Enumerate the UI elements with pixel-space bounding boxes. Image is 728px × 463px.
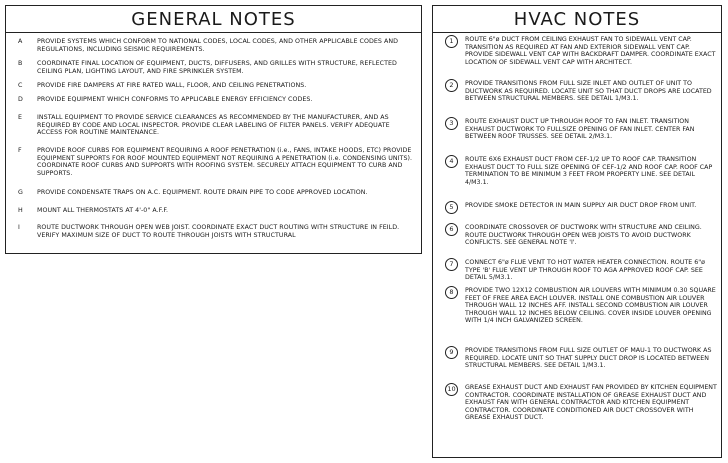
hvac-note-number: 6: [445, 223, 458, 236]
general-note-text: MOUNT ALL THERMOSTATS AT 4'-0" A.F.F.: [37, 207, 169, 214]
hvac-note-number: 5: [445, 201, 458, 214]
general-note-key: E: [18, 114, 22, 121]
general-note-item: [6, 96, 421, 104]
general-note-key: I: [18, 224, 20, 231]
general-note-text: PROVIDE SYSTEMS WHICH CONFORM TO NATIONAL CODES, LOCAL CODES, AND OTHER APPLICABLE CODES AND REGULATIONS, INCLUDING SEISMIC REQUIREMENTS.: [37, 38, 399, 53]
hvac-note-text: ROUTE EXHAUST DUCT UP THROUGH ROOF TO FAN INLET. TRANSITION EXHAUST DUCTWORK TO FULLSIZE OPENING OF FAN INLET. CENTER FAN BETWEEN ROOF TRUSSES. SEE DETAIL 2/M3.1.: [465, 118, 695, 140]
hvac-note-item: [433, 347, 721, 370]
hvac-note-item: [433, 259, 721, 282]
hvac-notes-panel: [432, 5, 722, 458]
hvac-note-number: 9: [445, 346, 458, 359]
hvac-note-number: 1: [445, 35, 458, 48]
general-note-item: [6, 114, 421, 137]
hvac-note-text: GREASE EXHAUST DUCT AND EXHAUST FAN PROVIDED BY KITCHEN EQUIPMENT CONTRACTOR. COORDINATE INSTALLATION OF GREASE EXHAUST DUCT AND EXHAUST FAN WITH GENERAL CONTRACTOR AND KITCHEN EQUIPMENT CONTRACTOR. COORDINATE CONDITIONED AIR DUCT CROSSOVER WITH GREASE EXHAUST DUCT.: [465, 384, 717, 421]
general-note-text: PROVIDE ROOF CURBS FOR EQUIPMENT REQUIRING A ROOF PENETRATION (i.e., FANS, INTAKE HOODS, ETC) PROVIDE EQUIPMENT SUPPORTS FOR ROOF MOUNTED EQUIPMENT NOT REQUIRING A PENETRATION (i.e. CONDENSING UNITS). COORDINATE ROOF CURBS AND SUPPORTS WITH ROOFING SYSTEM. SECURELY ATTACH EQUIPMENT TO CURB AND SUPPORTS.: [37, 147, 413, 177]
hvac-note-item: [433, 384, 721, 422]
hvac-note-item: [433, 118, 721, 141]
general-note-key: H: [18, 207, 23, 214]
general-note-key: D: [18, 96, 23, 103]
general-notes-panel: [5, 5, 422, 254]
hvac-note-text: ROUTE 6X6 EXHAUST DUCT FROM CEF-1/2 UP TO ROOF CAP. TRANSITION EXHAUST DUCT TO FULL SIZE OPENING OF CEF-1/2 AND ROOF CAP. ROOF CAP TERMINATION TO BE MINIMUM 3 FEET FROM PROPERTY LINE. SEE DETAIL 4/M3.1.: [465, 156, 713, 186]
general-notes-title: GENERAL NOTES: [6, 6, 421, 33]
general-note-text: PROVIDE EQUIPMENT WHICH CONFORMS TO APPLICABLE ENERGY EFFICIENCY CODES.: [37, 96, 313, 103]
general-note-text: ROUTE DUCTWORK THROUGH OPEN WEB JOIST. COORDINATE EXACT DUCT ROUTING WITH STRUCTURE IN FEILD. VERIFY MAXIMUM SIZE OF DUCT TO ROUTE THROUGH JOISTS WITH STRUCTURAL: [37, 224, 400, 239]
general-note-key: C: [18, 82, 23, 89]
hvac-note-item: [433, 224, 721, 247]
general-note-item: [6, 189, 421, 197]
hvac-note-text: COORDINATE CROSSOVER OF DUCTWORK WITH STRUCTURE AND CEILING. ROUTE DUCTWORK THROUGH OPEN WEB JOISTS TO AVOID DUCTWORK CONFLICTS. SEE GENERAL NOTE 'I'.: [465, 224, 702, 246]
general-note-item: [6, 60, 421, 75]
general-note-key: B: [18, 60, 23, 67]
general-note-text: PROVIDE CONDENSATE TRAPS ON A.C. EQUIPMENT. ROUTE DRAIN PIPE TO CODE APPROVED LOCATION.: [37, 189, 368, 196]
hvac-note-number: 8: [445, 286, 458, 299]
hvac-note-number: 4: [445, 155, 458, 168]
general-note-text: INSTALL EQUIPMENT TO PROVIDE SERVICE CLEARANCES AS RECOMMENDED BY THE MANUFACTURER, AND AS REQUIRED BY CODE AND LOCAL INSPECTOR. PROVIDE CLEAR LABELING OF FILTER PANELS. VERIFY ADEQUATE ACCESS FOR ROUTINE MAINTENANCE.: [37, 114, 390, 137]
hvac-note-item: [433, 156, 721, 186]
hvac-note-text: ROUTE 6"ø DUCT FROM CEILING EXHAUST FAN TO SIDEWALL VENT CAP. TRANSITION AS REQUIRED AT FAN AND EXTERIOR SIDEWALL VENT CAP. PROVIDE SIDEWALL VENT CAP WITH BACKDRAFT DAMPER. COORDINATE EXACT LOCATION OF SIDEWALL VENT CAP WITH ARCHITECT.: [465, 36, 716, 66]
general-note-item: [6, 207, 421, 215]
hvac-note-text: PROVIDE TWO 12X12 COMBUSTION AIR LOUVERS WITH MINIMUM 0.30 SQUARE FEET OF FREE AREA EACH LOUVER. INSTALL ONE COMBUSTION AIR LOUVER THROUGH WALL 12 INCHES AFF. INSTALL SECOND COMBUSTION AIR LOUVER THROUGH WALL 12 INCHES BELOW CEILING. COVER INSIDE LOUVER OPENING WITH 1/4 INCH GALVANIZED SCREEN.: [465, 287, 716, 324]
hvac-note-item: [433, 202, 721, 210]
general-note-text: PROVIDE FIRE DAMPERS AT FIRE RATED WALL, FLOOR, AND CEILING PENETRATIONS.: [37, 82, 307, 89]
hvac-note-item: [433, 36, 721, 66]
general-note-item: [6, 38, 421, 53]
hvac-note-item: [433, 287, 721, 325]
hvac-note-number: 7: [445, 258, 458, 271]
general-note-key: A: [18, 38, 23, 45]
hvac-notes-title: HVAC NOTES: [433, 6, 721, 33]
hvac-note-text: CONNECT 6"ø FLUE VENT TO HOT WATER HEATER CONNECTION. ROUTE 6"ø TYPE 'B' FLUE VENT UP THROUGH ROOF TO AGA APPROVED ROOF CAP. SEE DETAIL 5/M3.1.: [465, 259, 706, 281]
general-note-item: [6, 224, 421, 239]
hvac-note-number: 3: [445, 117, 458, 130]
hvac-note-text: PROVIDE TRANSITIONS FROM FULL SIZE INLET AND OUTLET OF UNIT TO DUCTWORK AS REQUIRED. LOCATE UNIT SO THAT DUCT DROPS ARE LOCATED BETWEEN STRUCTURAL MEMBERS. SEE DETAIL 1/M3.1.: [465, 80, 712, 102]
hvac-note-number: 10: [445, 383, 458, 396]
general-note-text: COORDINATE FINAL LOCATION OF EQUIPMENT, DUCTS, DIFFUSERS, AND GRILLES WITH STRUCTURE, REFLECTED CEILING PLAN, LIGHTING LAYOUT, AND FIRE SPRINKLER SYSTEM.: [37, 60, 397, 75]
hvac-note-text: PROVIDE TRANSITIONS FROM FULL SIZE OUTLET OF MAU-1 TO DUCTWORK AS REQUIRED. LOCATE UNIT SO THAT SUPPLY DUCT DROP IS LOCATED BETWEEN STRUCTURAL MEMBERS. SEE DETAIL 1/M3.1.: [465, 347, 712, 369]
general-note-item: [6, 147, 421, 177]
hvac-note-text: PROVIDE SMOKE DETECTOR IN MAIN SUPPLY AIR DUCT DROP FROM UNIT.: [465, 202, 697, 209]
hvac-note-number: 2: [445, 79, 458, 92]
general-note-item: [6, 82, 421, 90]
hvac-note-item: [433, 80, 721, 103]
general-note-key: F: [18, 147, 22, 154]
general-note-key: G: [18, 189, 23, 196]
